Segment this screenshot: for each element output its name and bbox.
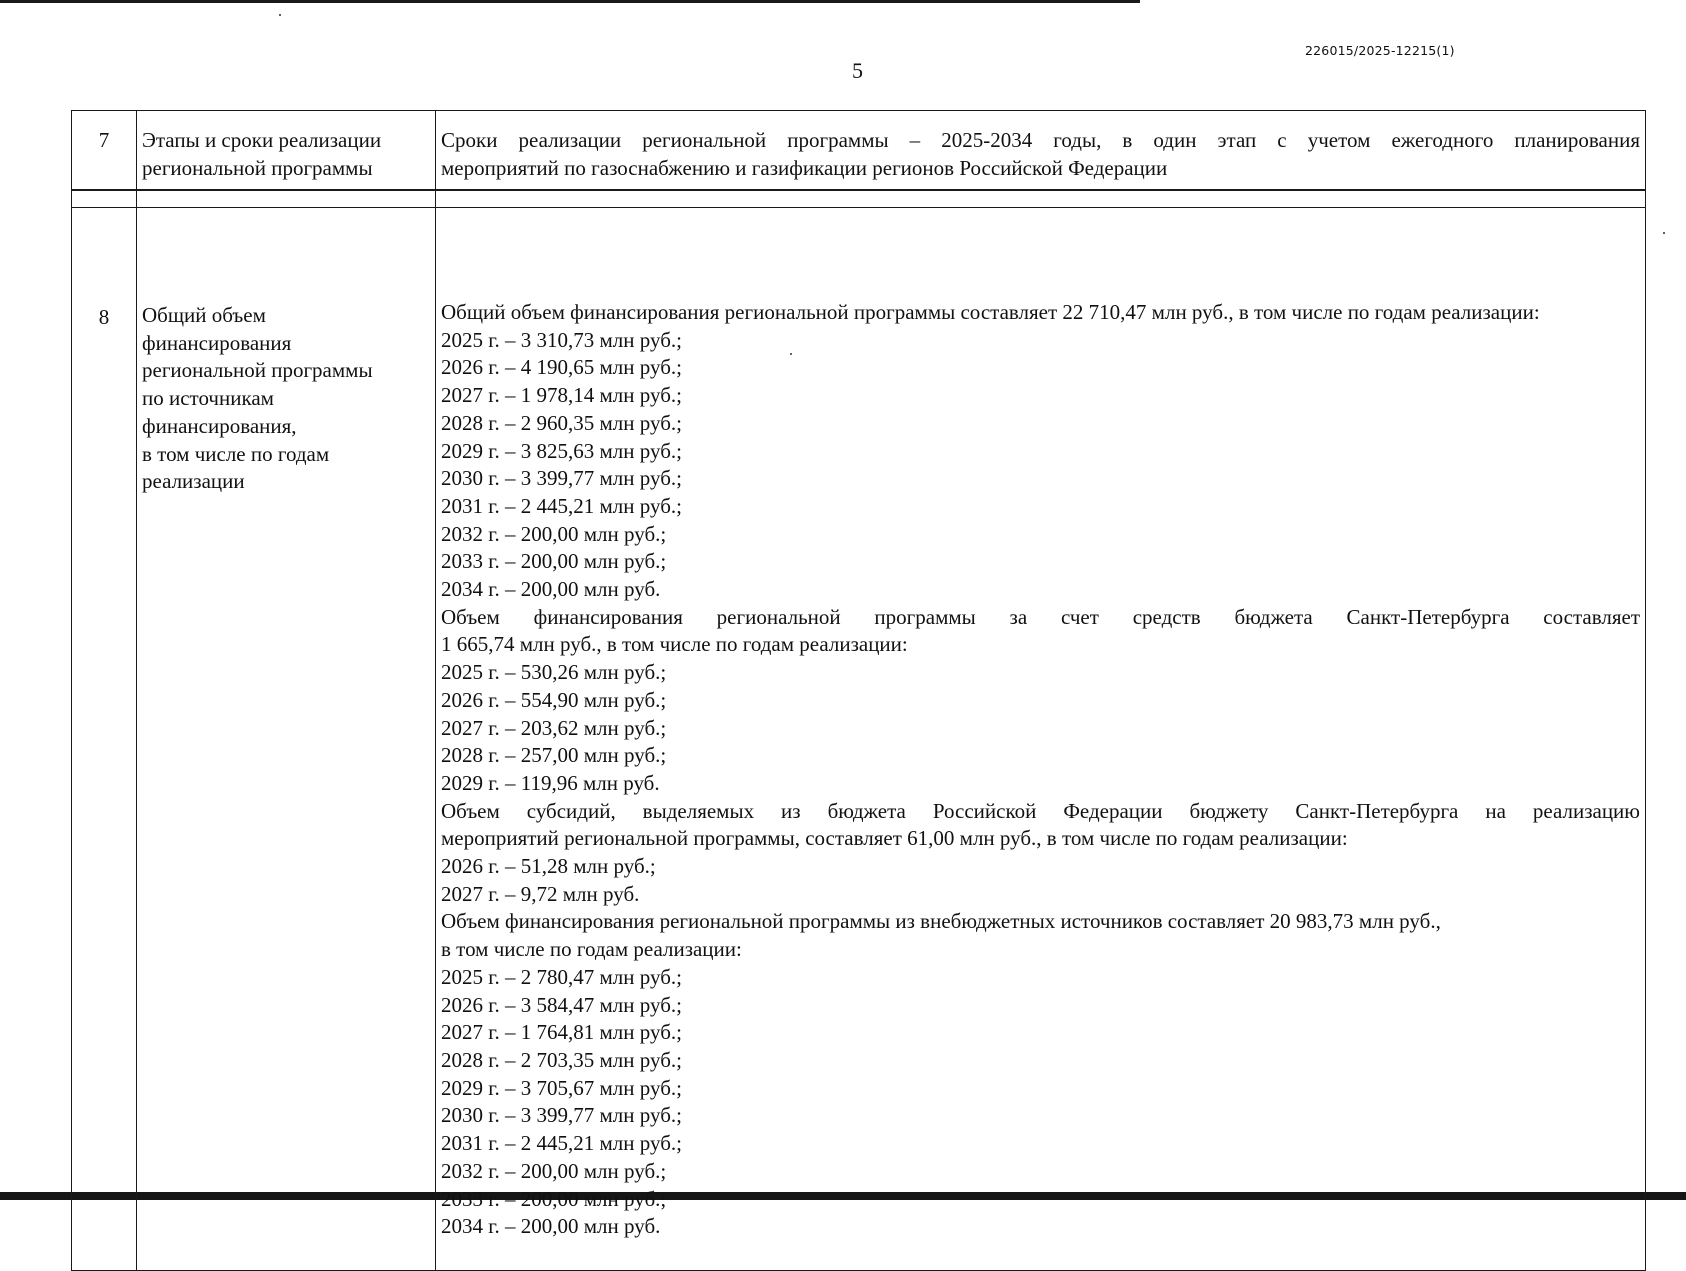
table-row — [72, 208, 1646, 1271]
year-line: 2033 г. – 200,00 млн руб.; — [441, 1186, 667, 1211]
year-line: 2027 г. – 1 978,14 млн руб.; — [441, 383, 682, 408]
year-line: 2027 г. – 1 764,81 млн руб.; — [441, 1020, 682, 1045]
scan-speck — [279, 14, 281, 16]
year-line: 2034 г. – 200,00 млн руб. — [441, 1214, 661, 1239]
year-line: 2025 г. – 3 310,73 млн руб.; — [441, 327, 682, 352]
year-line: 2028 г. – 257,00 млн руб.; — [441, 743, 667, 768]
year-line: 2025 г. – 2 780,47 млн руб.; — [441, 964, 682, 989]
content-line: Сроки реализации региональной программы – 2025-2034 годы, в один этап с учетом ежегодного планирования — [441, 128, 1640, 152]
row-content — [436, 111, 1646, 208]
label-line: финансирования — [142, 330, 292, 355]
year-line: 2032 г. – 200,00 млн руб.; — [441, 521, 667, 546]
scan-speck — [1663, 232, 1665, 234]
row-content — [436, 208, 1646, 1271]
financing-total-intro: Общий объем финансирования региональной программы составляет 22 710,47 млн руб., в том числе по годам реализации: — [441, 300, 1540, 324]
extrabudget-intro: Объем финансирования региональной программы из внебюджетных источников составляет 20 983,73 млн руб., — [441, 909, 1441, 934]
label-line: реализации — [142, 469, 245, 494]
row-label — [137, 208, 436, 1271]
year-line: 2026 г. – 3 584,47 млн руб.; — [441, 992, 682, 1017]
content-line: мероприятий по газоснабжению и газификации регионов Российской Федерации — [441, 155, 1168, 180]
year-line: 2027 г. – 9,72 млн руб. — [441, 881, 640, 906]
passport-table — [71, 110, 1646, 1271]
table-row — [72, 111, 1646, 208]
year-line: 2025 г. – 530,26 млн руб.; — [441, 660, 667, 685]
year-line: 2030 г. – 3 399,77 млн руб.; — [441, 466, 682, 491]
row-number: 7 — [72, 111, 137, 208]
year-line: 2027 г. – 203,62 млн руб.; — [441, 715, 667, 740]
year-line: 2026 г. – 51,28 млн руб.; — [441, 854, 656, 879]
document-id: 226015/2025-12215(1) — [1305, 43, 1455, 58]
year-line: 2029 г. – 3 825,63 млн руб.; — [441, 438, 682, 463]
year-line: 2028 г. – 2 703,35 млн руб.; — [441, 1047, 682, 1072]
year-line: 2032 г. – 200,00 млн руб.; — [441, 1158, 667, 1183]
extrabudget-intro: в том числе по годам реализации: — [441, 937, 742, 962]
row-label: Этапы и сроки реализации региональной программы — [137, 111, 436, 208]
year-line: 2030 г. – 3 399,77 млн руб.; — [441, 1103, 682, 1128]
year-line: 2026 г. – 554,90 млн руб.; — [441, 687, 667, 712]
spb-budget-intro: 1 665,74 млн руб., в том числе по годам реализации: — [441, 632, 908, 657]
year-line: 2033 г. – 200,00 млн руб.; — [441, 549, 667, 574]
subsidy-intro: мероприятий региональной программы, составляет 61,00 млн руб., в том числе по годам реализации: — [441, 826, 1348, 851]
label-line: финансирования, — [142, 413, 297, 438]
label-line: Общий объем — [142, 303, 266, 327]
year-line: 2031 г. – 2 445,21 млн руб.; — [441, 493, 682, 518]
scan-edge-top — [0, 0, 1140, 3]
subsidy-intro: Объем субсидий, выделяемых из бюджета Российской Федерации бюджету Санкт-Петербурга на реализацию — [441, 798, 1640, 823]
year-line: 2028 г. – 2 960,35 млн руб.; — [441, 410, 682, 435]
year-line: 2029 г. – 3 705,67 млн руб.; — [441, 1075, 682, 1100]
year-line: 2034 г. – 200,00 млн руб. — [441, 577, 661, 602]
year-line: 2031 г. – 2 445,21 млн руб.; — [441, 1131, 682, 1156]
row-divider — [71, 189, 1646, 191]
row-number: 8 — [72, 208, 137, 1271]
year-line: 2026 г. – 4 190,65 млн руб.; — [441, 355, 682, 380]
label-line: по источникам — [142, 386, 274, 411]
label-line: в том числе по годам — [142, 441, 330, 466]
spb-budget-intro: Объем финансирования региональной программы за счет средств бюджета Санкт-Петербурга составляет — [441, 604, 1640, 629]
year-line: 2029 г. – 119,96 млн руб. — [441, 770, 660, 795]
page-number: 5 — [852, 58, 863, 83]
label-line: региональной программы — [142, 358, 373, 383]
